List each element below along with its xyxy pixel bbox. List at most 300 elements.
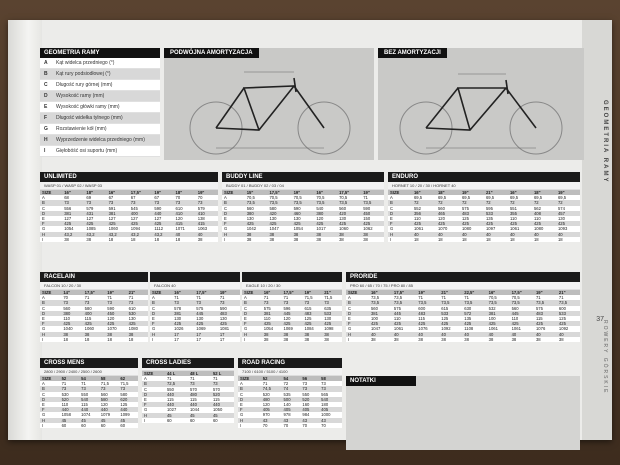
table-subtitle: FALCON 40 [150,282,240,290]
table-cell: I [42,236,44,242]
table-cell: 440 [79,407,99,412]
table-cell: SIZE [242,290,262,295]
table-cell: D [142,392,165,397]
table-cell: 630 [464,305,472,311]
table-cell: 21" [439,290,462,295]
table-cell: 21" [557,290,580,295]
table-cell: 38 [262,332,282,337]
table-cell: 45 [211,413,234,418]
table-cell: 60 [212,417,218,423]
table-cell: 38 [267,232,291,237]
table-cell: 38 [105,332,126,337]
table-cell: 1027 [166,407,177,413]
table-cell: 127 [108,216,116,222]
geometry-item [40,102,160,113]
table-cell: 425 [281,321,302,326]
table-cell: 17,5" [83,290,106,295]
table-cell: 38 [361,232,384,237]
geometry-item [40,135,160,146]
table-cell: 70,5 [293,195,302,201]
table-cell: 43,2 [107,232,129,237]
table-cell: 600 [558,305,566,311]
table-enduro [388,172,580,242]
hardtail-diagram [378,48,584,160]
table-cell: 70,5 [488,295,497,301]
table-cell: 38 [292,232,315,237]
table-cell: 43 [300,418,319,423]
table-cell: 1093 [557,226,568,232]
table-cell: D [388,211,412,216]
table-cell: 615 [441,305,449,311]
table-cell: 60 [166,417,172,423]
table-cell: 115 [189,397,197,403]
table-cell: 533 [484,211,508,216]
table-cell: 1000 [321,412,331,418]
geometry-label: Wysokość główki ramy (mm) [56,104,120,110]
table-cell: 1071 [175,226,185,232]
table-cell: 115 [166,397,174,403]
table-cell: I [152,336,154,342]
table-cell: 425 [218,321,240,326]
table-cell: 110 [63,316,70,322]
table-cell: D [242,311,262,316]
table-subtitle: FALCON 10 / 20 / 30 [40,282,148,290]
table-cell: 450 [361,211,384,216]
table-cell: I [240,422,242,428]
table-cell: 40 [196,232,218,237]
table-cell: 73 [79,386,99,391]
geometry-key: A [44,60,48,66]
table-cell: 73,5 [393,295,403,301]
table-cell: 14" [61,290,82,295]
table-cell: 73 [127,300,148,305]
table-cell: 405 [300,407,319,412]
table-cell: 38 [322,332,342,337]
table-cell: 71 [441,295,446,301]
table-title [150,272,240,282]
table-subtitle: PRO 60 / 65 / 70 / 75 / PRO 80 / 85 [346,282,580,290]
table-cell: 1097 [485,226,496,232]
table-cell: 40 [532,232,556,237]
table-cell: 40 [487,332,510,337]
table-cell: 445 [281,311,302,316]
table-cell: 130 [196,316,204,322]
side-subtitle: ROWERY GÓRSKIE [602,320,608,395]
table-cell: 38 [393,336,399,342]
table-cell: 73 [172,300,194,305]
table-row [222,237,384,242]
table-cell: E [152,316,155,322]
table-cell: 73,5 [245,200,268,205]
table-cell: 70,5 [339,195,348,201]
page-number: 37 [596,316,604,323]
table-cell: 1074 [81,412,91,418]
table-cell: 43,2 [129,232,153,237]
table-cell: 580 [269,205,277,211]
table-cell: 110 [61,402,69,408]
table-cell: 615 [304,305,312,311]
table-cell: 570 [189,386,197,392]
table-cell: A [244,295,247,301]
table-cell: 431 [84,211,106,216]
hardtail-frame-icon [378,48,584,160]
table-cell: 38 [314,232,337,237]
table-cell: 18 [175,236,181,242]
table-cell: 115 [535,316,543,322]
table-cell: 984 [302,412,310,418]
table-cell: 415 [174,221,196,226]
table-cell: 1047 [370,326,381,332]
table-cell: 125 [441,316,449,322]
table-cell: 73 [188,381,211,386]
table-cell: 18" [174,190,196,195]
table-cell: 70 [262,422,268,428]
table-cell: 425 [557,321,580,326]
table-cell: B [222,200,245,205]
table-cell: 575 [461,205,469,211]
table-cell: SIZE [150,290,172,295]
table-cell: F [238,407,261,412]
table-proride [346,272,580,342]
table-cell: 550 [81,391,89,397]
table-cell: 440 [188,402,211,407]
table-cell: 1080 [533,226,544,232]
table-cell: 70 [197,195,203,201]
table-cell: 381 [107,211,129,216]
table-cell: 70 [302,422,308,428]
table-cell: 52 L [211,371,234,376]
table-cell: 19" [196,190,218,195]
table-cell: 530 [61,391,69,397]
table-cell: E [42,316,45,322]
table-row [238,423,342,428]
table-cell: 1069 [283,326,293,332]
table-title: PRORIDE [346,272,580,282]
table-cell: SIZE [142,371,165,376]
geometry-title: GEOMETRIA RAMY [40,48,160,58]
table-cell: 38 [127,332,148,337]
table-cell: 445 [510,311,534,316]
table-cell: 425 [62,221,84,226]
table-cell: 18 [485,236,491,242]
table-cell: 380 [61,311,82,316]
table-cell: 415 [196,221,218,226]
table-cell: 100 [370,316,378,322]
table-cell: 130 [269,216,277,222]
table-cell: 71 [107,295,112,301]
table-cell: 18 [413,236,419,242]
table-cell: 52 [60,376,80,381]
geometry-key: G [44,126,48,132]
table-cell: 38 [304,336,310,342]
table-cell: 18 [154,236,160,242]
full-suspension-diagram [164,48,374,160]
table-cell: 71 [418,295,423,301]
table-cell: 425 [322,321,342,326]
table-cell: 405 [261,407,282,412]
table-cell: 48 L [188,371,211,376]
table-cell: 400 [129,211,153,216]
table-cell: A [152,295,155,301]
table-cell: 40 [534,332,557,337]
table-cell: 73 [211,381,234,386]
data-table [242,290,342,342]
table-cell: 580 [120,391,128,397]
table-cell: 120 [316,216,324,222]
table-cell: 1061 [393,326,404,332]
table-cell: 60 [189,417,195,423]
table-cell: 562 [533,205,541,211]
table-cell: 73,5 [361,200,384,205]
table-cell: 574 [557,205,565,211]
table-cell: 60 [81,422,86,428]
table-cell: 73,5 [337,200,361,205]
table-cell: 43 [261,418,282,423]
table-title [242,272,342,282]
table-cell: 380 [314,211,337,216]
table-cell: 72 [436,200,460,205]
table-cell: 1060 [339,226,349,232]
table-cell: 1063 [197,226,208,232]
table-cell: 71 [81,381,86,387]
table-cell: A [390,195,393,201]
geometry-label: Wysokość ramy (mm) [56,93,105,99]
table-cell: 425 [556,221,580,226]
table-cell: C [224,205,228,211]
table-cell: 1047 [269,226,279,232]
table-cell: B [150,300,172,305]
table-cell: 43,2 [152,232,173,237]
table-cell: 125 [558,316,566,322]
table-cell: 73 [196,200,218,205]
table-cell: G [348,326,352,332]
table-cell: 18 [557,236,563,242]
table-cell: 17,5" [194,290,218,295]
table-cell: 425 [534,321,557,326]
table-cell: D [346,311,369,316]
table-cell: 45 [99,418,119,423]
table-cell: 130 [174,316,182,322]
table-cell: 1062 [363,226,373,232]
table-cell: 130 [324,316,332,322]
table-cell: 73,5 [314,200,337,205]
table-cell: E [42,216,45,222]
table-cell: 73 [62,200,84,205]
table-cell: 38 [418,336,423,342]
table-cell: 425 [462,321,486,326]
catalog-page [8,20,612,440]
table-cell: 579 [197,205,205,211]
geometry-item [40,146,160,157]
table-cell: 70 [63,295,68,301]
table-cell: 590 [219,305,227,311]
table-cell: 70 [175,195,181,201]
table-cell: 62 [118,376,138,381]
table-cell: 381 [62,211,84,216]
table-cell: 70,5 [269,195,278,201]
geometry-label: Wyprzedzenie widelca przedniego (mm) [56,137,145,143]
data-table [238,376,342,428]
table-cell: 572 [462,311,486,316]
geometry-key: D [44,93,48,99]
table-cell: 16" [172,290,194,295]
table-cell: 19" [152,190,173,195]
table-cell: SIZE [40,376,60,381]
table-cell: 483 [534,311,557,316]
table-cell: 1112 [154,226,164,232]
table-cell: A [42,381,45,387]
geometry-item [40,113,160,124]
table-cell: 445 [392,311,416,316]
table-cell: 1058 [61,412,71,418]
table-cell: 40 [462,332,486,337]
table-cell: 978 [283,412,291,418]
table-cell: F [40,221,62,226]
geometry-key: C [44,82,48,88]
table-cell: 110 [393,316,401,322]
geometry-item [40,69,160,80]
table-cell: 356 [412,211,436,216]
geometry-item [40,124,160,135]
table-cell: 440 [118,407,138,412]
table-cell: 54 [282,376,301,381]
table-cell: 71 [166,376,172,382]
table-cell: 70 [283,422,289,428]
table-cell: 19" [416,290,439,295]
table-cell: G [42,412,46,418]
table-cell: 560 [100,391,108,397]
table-cell: 425 [436,221,460,226]
page-gutter [8,20,42,440]
table-cell: 560 [437,205,445,211]
table-cell: 60 [120,422,126,428]
table-cell: E [42,402,45,408]
table-cell: 483 [218,311,240,316]
table-cell: E [244,316,247,322]
table-cell: 19" [105,290,126,295]
table-cell: 71 [558,295,564,301]
table-cell: 69 [86,195,92,201]
table-cell: 420 [337,211,361,216]
table-cell: 69,5 [485,195,495,201]
table-cell: 38 [441,336,446,342]
table-cell: 110 [413,216,421,222]
table-cell: 17 [174,336,179,342]
table-cell: 110 [533,216,541,222]
table-cell: F [242,321,262,326]
table-cell: 71 [61,381,67,387]
table-cell: 445 [194,311,218,316]
table-cell: D [238,397,261,402]
table-cell: 545 [130,205,138,211]
table-cell: 1076 [535,326,546,332]
table-cell: 73 [152,200,173,205]
geometry-label: Długość widełka tylnego (mm) [56,115,123,121]
table-cell: 540 [316,205,324,211]
table-cell: 18 [533,236,539,242]
table-cell: 110 [511,316,519,322]
table-cell: 43,2 [62,232,84,237]
table-cell: 52 [261,376,282,381]
table-cell: 45 [118,418,138,423]
table-cell: 381 [487,311,510,316]
table-cell: 1070 [437,226,448,232]
table-cell: 1054 [293,226,303,232]
table-cell: 71 [84,295,90,301]
table-cell: 17,5" [267,190,291,195]
table-cell: 73,5 [557,300,580,305]
table-cell: 40 [439,332,462,337]
table-cell: 590 [107,305,115,311]
table-cell: 115 [81,402,88,408]
table-cell: 570 [212,386,220,392]
table-cell: 73 [107,200,129,205]
table-cell: 38 [83,332,106,337]
table-cell: 1044 [189,407,200,413]
table-cell: 610 [175,205,183,211]
geometry-item [40,58,160,69]
table-cell: 18 [130,236,136,242]
table-cell: 425 [361,221,384,226]
table-cell: 21" [127,290,148,295]
table-cell: 425 [105,321,126,326]
table-cell: 425 [314,221,337,226]
table-cell: 69,5 [509,195,519,201]
table-cell: 440 [165,402,188,407]
table-cell: 21" [322,290,342,295]
geometry-key: F [44,115,48,121]
table-cell: 483 [416,311,439,316]
table-cell: 74,5 [261,386,282,391]
table-cell: 45 [188,413,211,418]
table-cell: 575 [535,305,543,311]
table-cell: 120 [437,216,445,222]
table-cell: 73 [174,200,196,205]
full-suspension-label: PODWÓJNA AMORTYZACJA [164,48,259,58]
table-cell: 18 [108,236,114,242]
table-cell: 70,5 [246,195,255,201]
table-cell: 1060 [84,326,94,332]
table-cell: F [40,321,61,326]
table-cell: 44 L [165,371,188,376]
table-cell: 460 [292,211,315,216]
table-cell: 73,5 [416,300,439,305]
table-cell: 18" [436,190,460,195]
table-cell: 73,5 [462,300,486,305]
table-cross-ladies [142,358,234,423]
table-cell: 73 [300,386,319,391]
table-cell: 1108 [464,326,474,332]
table-cell: 1050 [212,407,223,413]
table-cell: 45 [165,413,188,418]
table-cell: 579 [86,205,94,211]
table-cell: 425 [194,321,218,326]
table-cell: G [42,326,46,332]
table-cell: E [390,216,393,222]
geometry-item [40,80,160,91]
table-eagle [242,272,342,342]
table-cell: D [40,311,61,316]
table-cell: 73 [322,300,342,305]
table-cell: 70 [321,422,326,428]
table-cell: C [144,386,148,392]
table-cell: A [42,195,45,201]
table-cell: 580 [99,397,119,402]
table-cell: 72 [484,200,508,205]
table-cell: 60 [100,422,106,428]
table-cell: 73 [262,300,282,305]
table-cell: 1085 [86,226,96,232]
